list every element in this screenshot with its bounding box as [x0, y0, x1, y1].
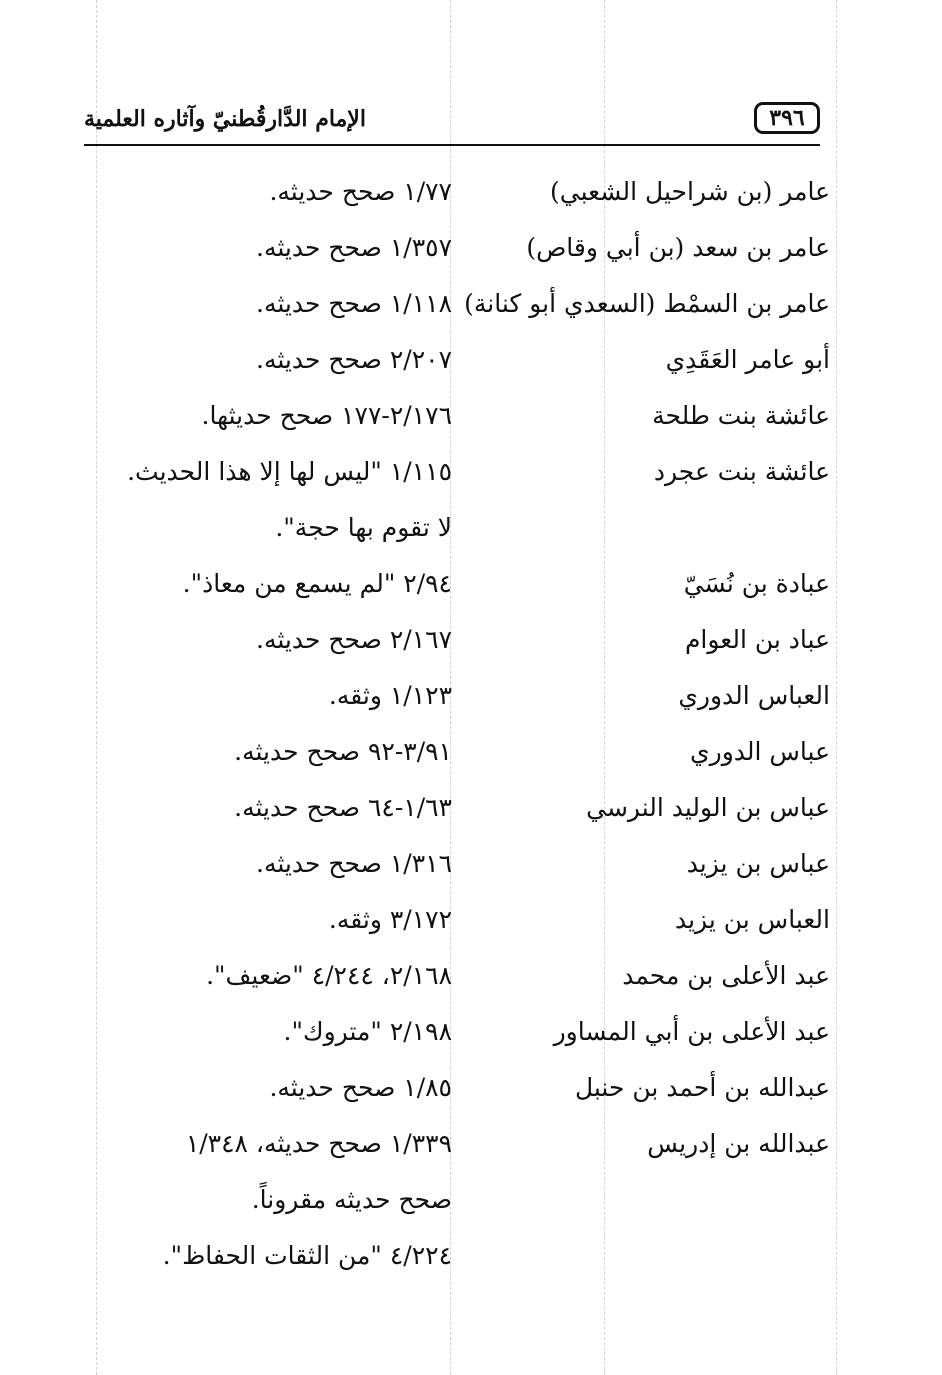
reference-note: ٢/٢٠٧ صحح حديثه.	[256, 345, 452, 374]
narrator-name: عباس الدوري	[690, 737, 830, 766]
narrator-name: العباس الدوري	[678, 681, 830, 710]
narrator-name: عباس بن الوليد النرسي	[586, 793, 830, 822]
reference-note: ١/١١٨ صحح حديثه.	[256, 289, 452, 318]
list-item	[80, 332, 830, 388]
reference-note: ١/٣٣٩ صحح حديثه، ١/٣٤٨	[185, 1129, 452, 1158]
reference-note: ٢/١٦٨، ٤/٢٤٤ "ضعيف".	[206, 961, 452, 990]
narrator-name: عائشة بنت طلحة	[652, 401, 830, 430]
narrator-name: عامر بن السمْط (السعدي أبو كنانة)	[464, 289, 830, 318]
reference-note: ١/٧٧ صحح حديثه.	[269, 177, 452, 206]
reference-note: ٣/٩١-٩٢ صحح حديثه.	[234, 737, 452, 766]
reference-note: ٢/٩٤ "لم يسمع من معاذ".	[182, 569, 452, 598]
list-item	[80, 164, 830, 220]
page-guide-line	[836, 0, 837, 1375]
reference-note: ١/٣١٦ صحح حديثه.	[256, 849, 452, 878]
reference-note: لا تقوم بها حجة".	[275, 513, 452, 542]
reference-note: ٢/١٩٨ "متروك".	[283, 1017, 452, 1046]
list-item	[80, 836, 830, 892]
narrator-name: عبدالله بن أحمد بن حنبل	[574, 1073, 830, 1102]
list-item	[80, 612, 830, 668]
list-item	[80, 556, 830, 612]
list-item	[80, 276, 830, 332]
page-number: ٣٩٦	[754, 102, 820, 134]
narrator-name: عبدالله بن إدريس	[647, 1129, 830, 1158]
narrator-name: العباس بن يزيد	[674, 905, 830, 934]
reference-note: ٤/٢٢٤ "من الثقات الحفاظ".	[162, 1241, 452, 1270]
list-item	[80, 1172, 830, 1228]
reference-note: صحح حديثه مقروناً.	[251, 1185, 452, 1214]
list-item	[80, 780, 830, 836]
list-item	[80, 500, 830, 556]
reference-note: ٣/١٧٢ وثقه.	[328, 905, 452, 934]
narrator-name: أبو عامر العَقَدِي	[665, 345, 830, 374]
narrator-name: عبد الأعلى بن أبي المساور	[553, 1017, 830, 1046]
list-item	[80, 1004, 830, 1060]
list-item	[80, 1060, 830, 1116]
header-rule	[84, 144, 820, 146]
narrator-name: عباد بن العوام	[684, 625, 830, 654]
list-item	[80, 1228, 830, 1284]
narrator-name: عبادة بن نُسَيّ	[683, 569, 830, 598]
list-item	[80, 444, 830, 500]
narrator-name: عباس بن يزيد	[686, 849, 830, 878]
reference-note: ١/٣٥٧ صحح حديثه.	[256, 233, 452, 262]
entry-list	[80, 164, 830, 1284]
list-item	[80, 1116, 830, 1172]
reference-note: ١/٨٥ صحح حديثه.	[269, 1073, 452, 1102]
reference-note: ١/٦٣-٦٤ صحح حديثه.	[234, 793, 452, 822]
page-header	[84, 96, 820, 140]
list-item	[80, 220, 830, 276]
list-item	[80, 388, 830, 444]
reference-note: ١/١١٥ "ليس لها إلا هذا الحديث.	[127, 457, 452, 486]
narrator-name: عائشة بنت عجرد	[653, 457, 830, 486]
reference-note: ١/١٢٣ وثقه.	[328, 681, 452, 710]
list-item	[80, 948, 830, 1004]
list-item	[80, 724, 830, 780]
narrator-name: عامر بن سعد (بن أبي وقاص)	[526, 233, 830, 262]
narrator-name: عبد الأعلى بن محمد	[622, 961, 830, 990]
narrator-name: عامر (بن شراحيل الشعبي)	[550, 177, 830, 206]
list-item	[80, 892, 830, 948]
list-item	[80, 668, 830, 724]
reference-note: ٢/١٧٦-١٧٧ صحح حديثها.	[201, 401, 452, 430]
reference-note: ٢/١٦٧ صحح حديثه.	[256, 625, 452, 654]
running-title: الإمام الدَّارقُطنيّ وآثاره العلمية	[84, 106, 366, 132]
